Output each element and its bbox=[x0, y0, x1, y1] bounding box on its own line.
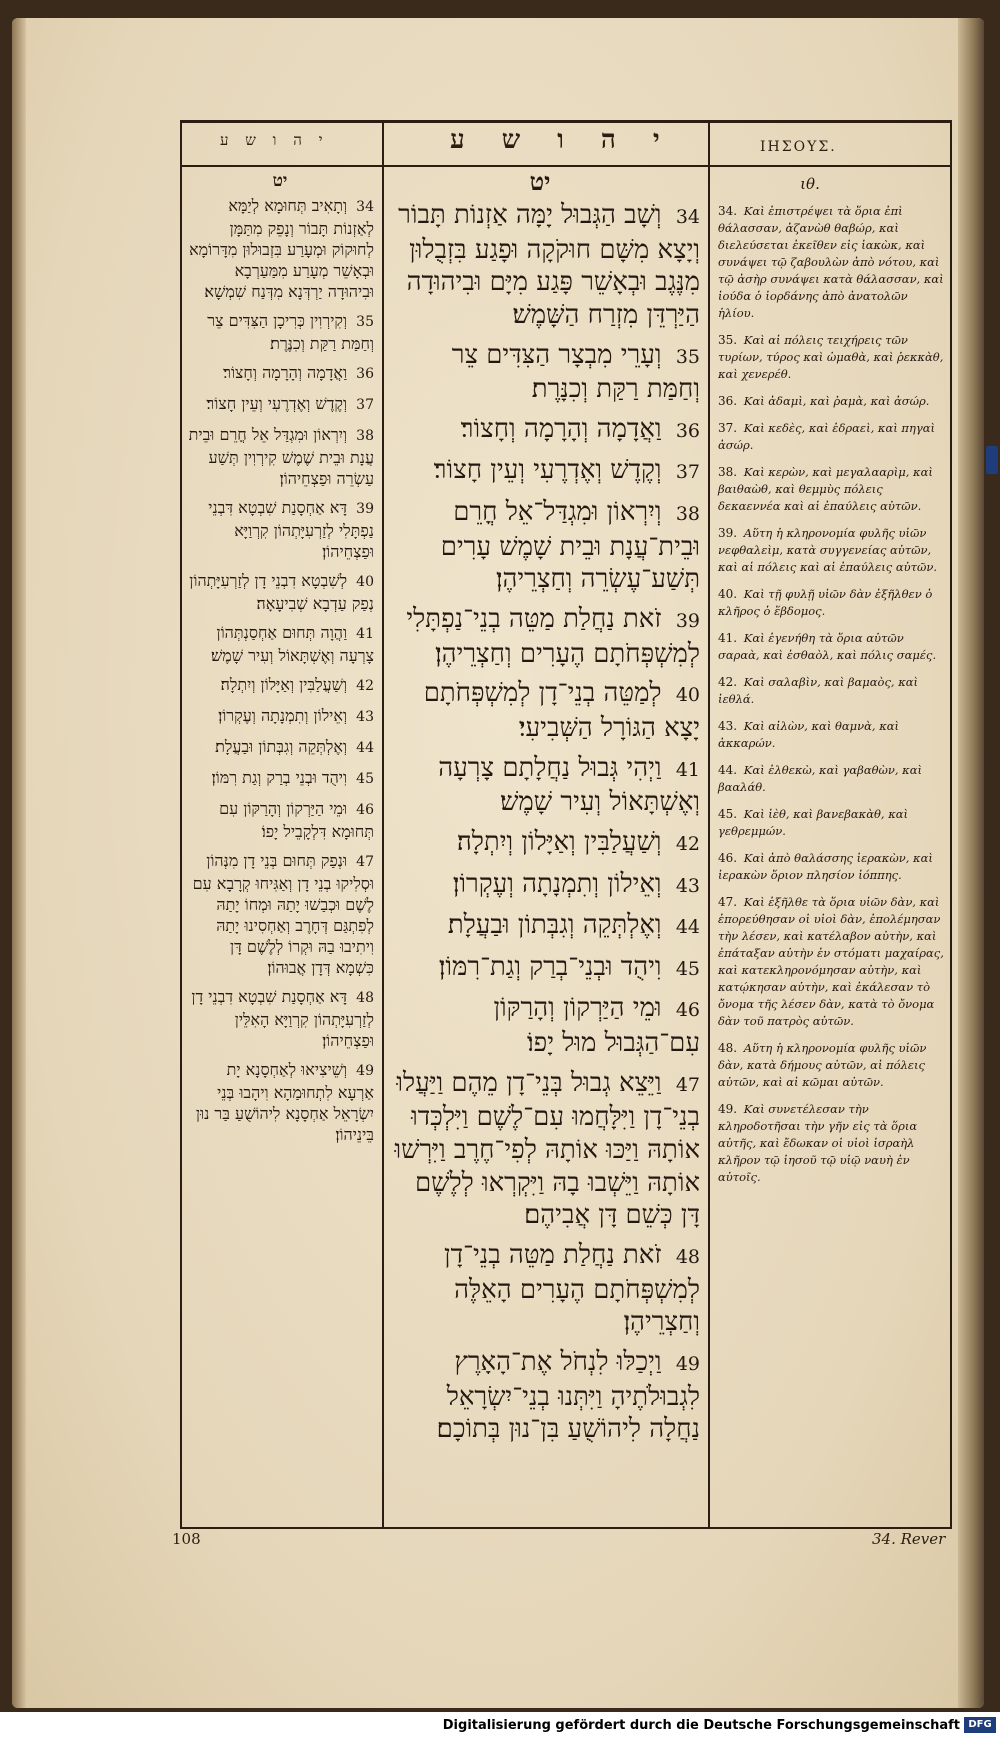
greek-verse-number: 46. bbox=[718, 851, 738, 865]
hebrew-verse bbox=[392, 603, 700, 670]
greek-verse-text: Καὶ ἰὲθ, καὶ βανεβακὰθ, καὶ γεθρεμμών. bbox=[718, 807, 909, 838]
greek-verse-text: Καὶ ἐλθεκὼ, καὶ γαβαθὼν, καὶ βααλάθ. bbox=[718, 763, 922, 794]
greek-chapter-number: ιθ. bbox=[800, 175, 820, 193]
hebrew-verse bbox=[392, 339, 700, 406]
targum-verse-text: וְתָאִיב תְּחוּמָא לְיַמָּא לְאַזְנוֹת תָּבוֹר וְנָפֵק מִתַּמָּן לְחוּקוֹק וּמְעָרַע בִּזְבוּלוּן מִדָּרוֹמָא וּבְאָשֵׁר מְעָרַע מִמַּעַרְבָא וּבִיהוּדָה יַרְדְּנָא מִדְּנַח שִׁמְשָׁא׃ bbox=[189, 196, 374, 301]
hebrew-verse-text: וַיְהִי גְּבוּל נַחֲלָתָם צָרְעָה וְאֶשְׁתָּאוֹל וְעִיר שָׁמֶשׁ׃ bbox=[438, 752, 700, 818]
targum-verse-number: 49 bbox=[356, 1063, 374, 1079]
greek-text-column bbox=[718, 203, 944, 1196]
hebrew-verse-text: וְיִרְאוֹן וּמִגְדַּל־אֵל חֳרֵם וּבֵית־עֲנָת וּבֵית שָׁמֶשׁ עָרִים תְּשַׁע־עֶשְׂרֵה וְחַצְרֵיהֶן׃ bbox=[440, 497, 700, 595]
hebrew-verse bbox=[392, 199, 700, 332]
hebrew-verse bbox=[392, 909, 700, 944]
hebrew-verse-number: 37 bbox=[675, 461, 700, 484]
hebrew-verse-number: 44 bbox=[675, 916, 700, 939]
greek-verse bbox=[718, 332, 944, 383]
greek-verse-number: 49. bbox=[718, 1102, 738, 1116]
targum-running-header: י ה ו ש ע bbox=[220, 131, 329, 149]
targum-verse-text: דָּא אַחְסָנַת שִׁבְטָא דִּבְנֵי נַפְתָּלִי לְזַרְעִיָּתְהוֹן קִרְוַיָּא וּפַצְחֵיהוֹן׃ bbox=[208, 498, 374, 561]
greek-verse-number: 35. bbox=[718, 333, 738, 347]
hebrew-verse-text: וְאֶלְתְּקֵה וְגִבְּתוֹן וּבַעֲלָת׃ bbox=[447, 910, 662, 941]
hebrew-verse-text: וְקֶדֶשׁ וְאֶדְרֶעִי וְעֵין חָצוֹר׃ bbox=[433, 455, 662, 486]
hebrew-verse-number: 47 bbox=[675, 1073, 700, 1096]
frame-left-rule bbox=[180, 123, 182, 1529]
hebrew-verse-number: 35 bbox=[675, 345, 700, 368]
text-frame bbox=[180, 120, 952, 1555]
greek-verse-text: Καὶ ἀδαμὶ, καὶ ῥαμὰ, καὶ ἀσώρ. bbox=[743, 394, 930, 408]
hebrew-verse bbox=[392, 496, 700, 596]
targum-verse-text: וְאֵילוֹן וְתִמְנָתָה וְעֶקְרוֹן׃ bbox=[218, 706, 348, 725]
targum-verse-number: 46 bbox=[356, 802, 374, 818]
column-rule-main-greek bbox=[708, 123, 710, 1529]
greek-verse-text: Καὶ κεδὲς, καὶ ἐδραεὶ, καὶ πηγαὶ ἀσώρ. bbox=[718, 421, 935, 452]
greek-verse-number: 47. bbox=[718, 895, 738, 909]
hebrew-verse-number: 46 bbox=[675, 999, 700, 1022]
targum-verse bbox=[188, 986, 374, 1051]
greek-verse bbox=[718, 674, 944, 708]
hebrew-verse-number: 40 bbox=[675, 684, 700, 707]
targum-verse-text: וְשַׁעֲלַבִּין וְאַיָּלוֹן וְיִתְלָה׃ bbox=[220, 675, 348, 694]
greek-verse bbox=[718, 894, 944, 1030]
greek-verse-text: Καὶ κερὼν, καὶ μεγαλααρὶμ, καὶ βαιθαὼθ, καὶ θεμμὺς πόλεις δεκαεννέα καὶ αἱ ἐπαύλεις αὐτῶν. bbox=[718, 465, 933, 513]
targum-verse bbox=[188, 497, 374, 562]
hebrew-verse bbox=[392, 1067, 700, 1232]
targum-verse-text: לְשִׁבְטָא דִבְנֵי דָן לְזַרְעִיָּתְהוֹן נְפַק עַדְבָא שְׁבִיעָאָה׃ bbox=[189, 571, 374, 613]
hebrew-verse-text: זֹאת נַחֲלַת מַטֵּה בְנֵי־נַפְתָּלִי לְמִשְׁפְּחֹתָם הֶעָרִים וְחַצְרֵיהֶן׃ bbox=[406, 604, 700, 669]
targum-verse-number: 36 bbox=[356, 366, 374, 382]
targum-verse-text: וְאֶלְתְּקֵה וְגִבְּתוֹן וּבַעֲלָת׃ bbox=[215, 737, 348, 756]
greek-verse-number: 41. bbox=[718, 631, 738, 645]
main-running-header: י ה ו ש ע bbox=[450, 125, 674, 155]
targum-verse-text: וְשֵׁיצִיאוּ לְאַחְסָנָא יָת אַרְעָא לִתְחוּמַהָא וִיהָבוּ בְּנֵי יִשְׂרָאֵל אַחְסָנָא לִיהוֹשֻׁעַ בַּר נוּן בֵּינֵיהוֹן׃ bbox=[195, 1060, 374, 1144]
hebrew-verse bbox=[392, 1346, 700, 1446]
targum-verse bbox=[188, 362, 374, 385]
greek-verse-text: Αὕτη ἡ κληρονομία φυλῆς υἱῶν νεφθαλεὶμ, κατὰ συγγενείας αὐτῶν, καὶ αἱ πόλεις καὶ αἱ ἐπαύλεις αὐτῶν. bbox=[718, 526, 938, 574]
greek-verse bbox=[718, 393, 944, 410]
greek-verse-text: Καὶ ἐξῆλθε τὰ ὅρια υἱῶν δὰν, καὶ ἐπορεύθησαν οἱ υἱοὶ δὰν, ἐπολέμησαν τὴν λέσεν, καὶ κατέλαβον αὐτὴν, καὶ ἐπάταξαν αὐτὴν ἐν στόματι μαχαίρας, καὶ κατεκληρονόμησαν αὐτὴν, καὶ κατῴκησαν αὐτὴν, καὶ ἐκάλεσαν τὸ ὄνομα τῆς λέσεν δὰν, κατὰ τὸ ὄνομα δὰν τοῦ πατρὸς αὐτῶν. bbox=[718, 895, 944, 1028]
page-number: 108 bbox=[172, 1530, 201, 1548]
targum-verse-number: 35 bbox=[356, 314, 374, 330]
greek-verse-text: Καὶ ἐπιστρέψει τὰ ὅρια ἐπὶ θάλασσαν, ἀζανὼθ θαβώρ, καὶ διελεύσεται ἐκεῖθεν εἰς ἰακὼκ, καὶ συνάψει τῷ ζαβουλὼν ἀπὸ νότου, καὶ τῷ ἀσὴρ συνάψει κατὰ θάλασσαν, καὶ ἰούδα ὁ ἰορδάνης ἀπὸ ἀνατολῶν ἡλίου. bbox=[718, 204, 944, 320]
greek-verse-number: 36. bbox=[718, 394, 738, 408]
hebrew-verse-number: 48 bbox=[675, 1245, 700, 1268]
greek-verse-number: 45. bbox=[718, 807, 738, 821]
targum-verse-text: וּנְפַק תְּחוּם בְּנֵי דָן מִנְּהוֹן וּסְלִיקוּ בְנֵי דָן וְאַגִּיחוּ קְרָבָא עִם לֶשֶׁם וּכְבַשׁוּ יָתַהּ וּמְחוֹ יָתַהּ לְפִתְגַּם דְּחָרֶב וְאַחְסִינוּ יָתַהּ וִיתִיבוּ בַהּ וּקְרוֹ לְלֶשֶׁם דָּן כִּשְׁמָא דְּדָן אֲבוּהוֹן׃ bbox=[192, 851, 374, 977]
hebrew-verse-text: וִיהֻד וּבְנֵי־בְרַק וְגַת־רִמּוֹן׃ bbox=[438, 951, 662, 982]
greek-verse-number: 42. bbox=[718, 675, 738, 689]
targum-verse bbox=[188, 674, 374, 697]
greek-verse bbox=[718, 586, 944, 620]
hebrew-verse-number: 34 bbox=[675, 206, 700, 228]
hebrew-verse-text: וְאֵילוֹן וְתִמְנָתָה וְעֶקְרוֹן׃ bbox=[452, 868, 662, 899]
hebrew-verse-number: 49 bbox=[675, 1352, 700, 1375]
greek-verse bbox=[718, 762, 944, 796]
targum-verse-number: 39 bbox=[356, 501, 374, 517]
greek-verse bbox=[718, 203, 944, 322]
targum-verse-number: 47 bbox=[356, 854, 374, 870]
targum-verse-text: וַהֲוָה תְּחוּם אַחְסַנְתְּהוֹן צָרְעָה וְאֶשְׁתָּאוֹל וְעִיר שָׁמֶשׁ׃ bbox=[210, 623, 374, 665]
targum-verse-number: 37 bbox=[356, 397, 374, 413]
targum-verse bbox=[188, 570, 374, 614]
main-chapter-number: יט bbox=[529, 167, 551, 196]
book-page bbox=[12, 18, 984, 1708]
targum-verse-text: וַאֲדָמָה וְהָרָמָה וְחָצוֹר׃ bbox=[223, 363, 348, 382]
greek-verse-text: Αὕτη ἡ κληρονομία φυλῆς υἱῶν δὰν, κατὰ δήμους αὐτῶν, αἱ πόλεις αὐτῶν, καὶ αἱ κῶμαι αὐτῶν. bbox=[718, 1041, 927, 1089]
greek-verse-text: Καὶ αἱ πόλεις τειχήρεις τῶν τυρίων, τύρος καὶ ὠμαθὰ, καὶ ῥεκκὰθ, καὶ χενερέθ. bbox=[718, 333, 944, 381]
hebrew-verse-number: 45 bbox=[675, 957, 700, 980]
hebrew-verse-text: לְמַטֵּה בְנֵי־דָן לְמִשְׁפְּחֹתָם יָצָא הַגּוֹרָל הַשְּׁבִיעִי׃ bbox=[423, 678, 700, 743]
hebrew-verse-number: 42 bbox=[675, 832, 700, 855]
hebrew-verse-text: זֹאת נַחֲלַת מַטֵּה בְנֵי־דָן לְמִשְׁפְּחֹתָם הֶעָרִים הָאֵלֶּה וְחַצְרֵיהֶן׃ bbox=[444, 1239, 700, 1338]
targum-verse bbox=[188, 798, 374, 842]
greek-verse bbox=[718, 464, 944, 515]
hebrew-text-column bbox=[392, 199, 700, 1453]
targum-verse-text: וִיהֻד וּבְנֵי בְרַק וְגַת רִמּוֹן׃ bbox=[211, 768, 348, 787]
greek-verse bbox=[718, 850, 944, 884]
targum-verse bbox=[188, 736, 374, 759]
targum-column bbox=[188, 195, 374, 1153]
hebrew-verse-text: וַיֵּצֵא גְבוּל בְּנֵי־דָן מֵהֶם וַיַּעֲלוּ בְנֵי־דָן וַיִּלָּחֲמוּ עִם־לֶשֶׁם וַיִּלְכְּדוּ אוֹתָהּ וַיַּכּוּ אוֹתָהּ לְפִי־חֶרֶב וַיִּרְשׁוּ אוֹתָהּ וַיֵּשְׁבוּ בָהּ וַיִּקְרְאוּ לְלֶשֶׁם דָּן כְּשֵׁם דָּן אֲבִיהֶם׃ bbox=[394, 1067, 700, 1231]
frame-right-rule bbox=[950, 123, 952, 1529]
targum-verse-number: 45 bbox=[356, 771, 374, 787]
targum-verse-number: 44 bbox=[356, 740, 374, 756]
targum-verse-text: וּמֵי הַיַּרְקוֹן וְהָרַקּוֹן עִם תְּחוּמָא דִּלְקָבֵיל יָפוֹ׃ bbox=[219, 799, 374, 841]
hebrew-verse-number: 39 bbox=[675, 610, 700, 633]
targum-verse bbox=[188, 767, 374, 790]
greek-verse-text: Καὶ ἐγενήθη τὰ ὅρια αὐτῶν σαραὰ, καὶ ἐσθαὸλ, καὶ πόλις σαμές. bbox=[718, 631, 937, 662]
digitization-notice: Digitalisierung gefördert durch die Deutsche Forschungsgemeinschaft bbox=[442, 1718, 960, 1733]
hebrew-verse bbox=[392, 677, 700, 744]
hebrew-verse bbox=[392, 826, 700, 861]
greek-verse-number: 40. bbox=[718, 587, 738, 601]
greek-verse bbox=[718, 1040, 944, 1091]
hebrew-verse-number: 41 bbox=[675, 758, 700, 781]
hebrew-verse bbox=[392, 1239, 700, 1339]
page-fore-edge bbox=[958, 18, 984, 1708]
bottom-rule bbox=[180, 1527, 952, 1529]
targum-verse-text: וְיִרְאוֹן וּמִגְדַּל אֵל חֳרֵם וּבֵית עֲנָת וּבֵית שֶׁמֶשׁ קִירְוִין תְּשַׁע עַשְׂרֵה וּפַצְחֵיהוֹן׃ bbox=[188, 425, 374, 488]
targum-verse bbox=[188, 310, 374, 354]
targum-verse-number: 42 bbox=[356, 678, 374, 694]
targum-chapter-number: יט bbox=[272, 171, 288, 191]
greek-verse bbox=[718, 630, 944, 664]
hebrew-verse-text: וְעָרֵי מִבְצָר הַצִּדִּים צֵר וְחַמַּת רַקַּת וְכִנָּרֶת׃ bbox=[451, 339, 700, 405]
page-gutter-edge bbox=[12, 18, 26, 1708]
greek-verse-number: 37. bbox=[718, 421, 738, 435]
hebrew-verse-number: 38 bbox=[675, 503, 700, 526]
hebrew-verse-text: וּמֵי הַיַּרְקוֹן וְהָרַקּוֹן עִם־הַגְּבוּל מוּל יָפוֹ׃ bbox=[493, 993, 700, 1059]
greek-verse-number: 48. bbox=[718, 1041, 738, 1055]
hebrew-verse-text: וְשַׁעֲלַבִּין וְאַיָּלוֹן וְיִתְלָה׃ bbox=[456, 826, 662, 857]
hebrew-verse bbox=[392, 868, 700, 903]
targum-verse-number: 43 bbox=[356, 709, 374, 725]
targum-verse bbox=[188, 850, 374, 978]
greek-verse bbox=[718, 806, 944, 840]
greek-verse bbox=[718, 525, 944, 576]
hebrew-verse-number: 36 bbox=[675, 419, 700, 442]
targum-verse bbox=[188, 195, 374, 302]
greek-verse-number: 44. bbox=[718, 763, 738, 777]
greek-verse bbox=[718, 1101, 944, 1186]
greek-verse-number: 43. bbox=[718, 719, 738, 733]
targum-verse-text: וְקִירְוִין כְּרִיכָן הַצִּדִּים צֵר וְחַמַּת רַקַּת וְכִנֶּרֶת׃ bbox=[207, 311, 374, 353]
targum-verse-number: 38 bbox=[356, 428, 374, 444]
hebrew-verse bbox=[392, 752, 700, 819]
greek-verse-number: 38. bbox=[718, 465, 738, 479]
targum-verse bbox=[188, 622, 374, 666]
greek-verse-text: Καὶ συνετέλεσαν τὴν κληροδοτῆσαι τὴν γῆν εἰς τὰ ὅρια αὐτῆς, καὶ ἔδωκαν οἱ υἱοὶ ἰσραὴλ κλῆρον τῷ ἰησοῦ τῷ υἱῷ ναυὴ ἐν αὐτοῖς. bbox=[718, 1102, 918, 1184]
targum-verse-number: 34 bbox=[356, 199, 374, 215]
greek-verse-number: 34. bbox=[718, 204, 738, 218]
targum-verse bbox=[188, 424, 374, 489]
greek-verse-text: Καὶ τῇ φυλῇ υἱῶν δὰν ἐξῆλθεν ὁ κλῆρος ὁ ἕβδομος. bbox=[718, 587, 933, 618]
targum-verse-number: 40 bbox=[356, 574, 374, 590]
hebrew-verse-text: וַיְכַלּוּ לִנְחֹל אֶת־הָאָרֶץ לִגְבוּלֹתֶיהָ וַיִּתְּנוּ בְנֵי־יִשְׂרָאֵל נַחֲלָה לִיהוֹשֻׁעַ בִּן־נוּן בְּתוֹכָם׃ bbox=[436, 1346, 700, 1445]
greek-verse-text: Καὶ ἀπὸ θαλάσσης ἱερακὼν, καὶ ἱερακὼν ὅριον πλησίον ἰόππης. bbox=[718, 851, 933, 882]
targum-verse bbox=[188, 393, 374, 416]
hebrew-verse bbox=[392, 454, 700, 489]
greek-verse-number: 39. bbox=[718, 526, 738, 540]
catchword: 34. Rever bbox=[872, 1530, 946, 1548]
greek-running-header: ΙΗΣΟΥΣ. bbox=[760, 139, 837, 155]
hebrew-verse-text: וְשָׁב הַגְּבוּל יָמָּה אַזְנוֹת תָּבוֹר וְיָצָא מִשָּׁם חוּקֹקָה וּפָגַע בִּזְבֻלוּן מִנֶּגֶב וּבְאָשֵׁר פָּגַע מִיָּם וּבִיהוּדָה הַיַּרְדֵּן מִזְרַח הַשָּׁמֶשׁ׃ bbox=[398, 200, 700, 330]
targum-verse-text: וְקֶדֶשׁ וְאֶדְרֶעִי וְעֵין חָצוֹר׃ bbox=[206, 394, 348, 413]
hebrew-verse bbox=[392, 951, 700, 986]
column-rule-targum-main bbox=[382, 123, 384, 1529]
dfg-logo-icon: DFG bbox=[964, 1717, 996, 1733]
bookmark-tab-icon bbox=[986, 446, 998, 474]
digitization-banner bbox=[0, 1712, 1000, 1739]
targum-verse bbox=[188, 1059, 374, 1145]
greek-verse-text: Καὶ σαλαβὶν, καὶ βαμαὸς, καὶ ἰεθλά. bbox=[718, 675, 919, 706]
greek-verse bbox=[718, 718, 944, 752]
hebrew-verse-number: 43 bbox=[675, 874, 700, 897]
hebrew-verse bbox=[392, 992, 700, 1059]
greek-verse-text: Καὶ αἰλὼν, καὶ θαμνὰ, καὶ ἀκκαρών. bbox=[718, 719, 900, 750]
greek-verse bbox=[718, 420, 944, 454]
hebrew-verse-text: וַאֲדָמָה וְהָרָמָה וְחָצוֹר׃ bbox=[460, 413, 662, 444]
targum-verse-number: 48 bbox=[356, 990, 374, 1006]
targum-verse-number: 41 bbox=[356, 626, 374, 642]
targum-verse bbox=[188, 705, 374, 728]
hebrew-verse bbox=[392, 413, 700, 448]
targum-verse-text: דָּא אַחְסָנַת שִׁבְטָא דִבְנֵי דָן לְזַרְעִיָּתְהוֹן קִרְוַיָּא הָאִלֵּין וּפַצְחֵיהוֹן׃ bbox=[191, 987, 374, 1050]
